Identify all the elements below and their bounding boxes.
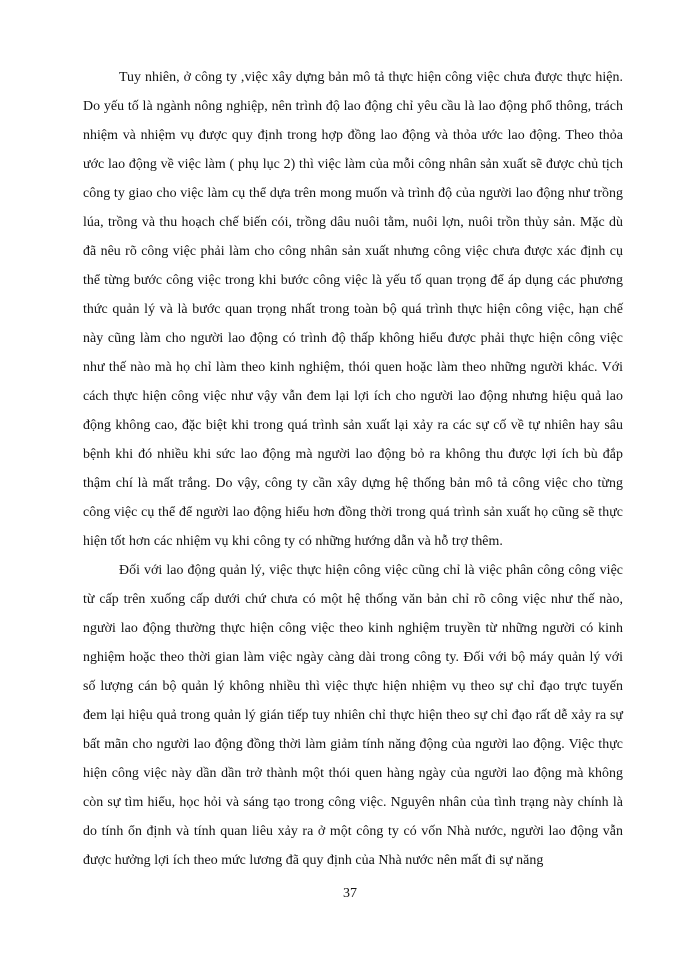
page-number: 37: [343, 886, 357, 901]
paragraph-management-labor: Đối với lao động quản lý, việc thực hiện công việc cũng chỉ là việc phân công công việc từ cấp trên xuống cấp dưới chứ chưa có một hệ thống văn bản chỉ rõ công việc như thế nào, người lao động thường thực hiện công việc theo kinh nghiệm truyền từ những người có kinh nghiệm hoặc theo thời gian làm việc ngày càng dài trong công ty. Đối với bộ máy quản lý với số lượng cán bộ quản lý không nhiều thì việc thực hiện nhiệm vụ theo sự chỉ đạo trực tuyến đem lại hiệu quả trong quản lý gián tiếp tuy nhiên chỉ thực hiện theo sự chỉ đạo rất dễ xảy ra sự bất mãn cho người lao động đồng thời làm giảm tính năng động của người lao động. Việc thực hiện công việc này dần dần trở thành một thói quen hàng ngày của người lao động mà không còn sự tìm hiểu, học hỏi và sáng tạo trong công việc. Nguyên nhân của tình trạng này chính là do tính ổn định và tính quan liêu xảy ra ở một công ty có vốn Nhà nước, người lao động vẫn được hưởng lợi ích theo mức lương đã quy định của Nhà nước nên mất đi sự năng: [83, 563, 623, 868]
document-body: [83, 63, 623, 875]
paragraph-job-description: Tuy nhiên, ở công ty ,việc xây dựng bản mô tả thực hiện công việc chưa được thực hiện. Do yếu tố là ngành nông nghiệp, nên trình độ lao động chỉ yêu cầu là lao động phổ thông, trách nhiệm và nhiệm vụ được quy định trong hợp đồng lao động và thỏa ước lao động. Theo thỏa ước lao động về việc làm ( phụ lục 2) thì việc làm của mỗi công nhân sản xuất sẽ được chủ tịch công ty giao cho việc làm cụ thể dựa trên mong muốn và trình độ của người lao động như trồng lúa, trồng và thu hoạch chế biến cói, trồng dâu nuôi tằm, nuôi lợn, nuôi trồn thủy sản. Mặc dù đã nêu rõ công việc phải làm cho công nhân sản xuất nhưng công việc chưa được xác định cụ thể từng bước công việc trong khi bước công việc là yếu tố quan trọng để áp dụng các phương thức quản lý và là bước quan trọng nhất trong toàn bộ quá trình thực hiện công việc, hạn chế này cũng làm cho người lao động có trình độ thấp không hiểu được phải thực hiện công việc như thế nào mà họ chỉ làm theo kinh nghiệm, thói quen hoặc làm theo những người khác. Với cách thực hiện công việc như vậy vẫn đem lại lợi ích cho người lao động nhưng hiệu quả lao động không cao, đặc biệt khi trong quá trình sản xuất lại xảy ra các sự cố về tự nhiên hay sâu bệnh khi đó nhiều khi sức lao động mà người lao động bỏ ra không thu được lợi ích bù đắp thậm chí là mất trắng. Do vậy, công ty cần xây dựng hệ thống bản mô tả công việc cho từng công việc cụ thể để người lao động hiểu hơn đồng thời trong quá trình sản xuất họ cũng sẽ thực hiện tốt hơn các nhiệm vụ khi công ty có những hướng dẫn và hỗ trợ thêm.: [83, 70, 623, 549]
